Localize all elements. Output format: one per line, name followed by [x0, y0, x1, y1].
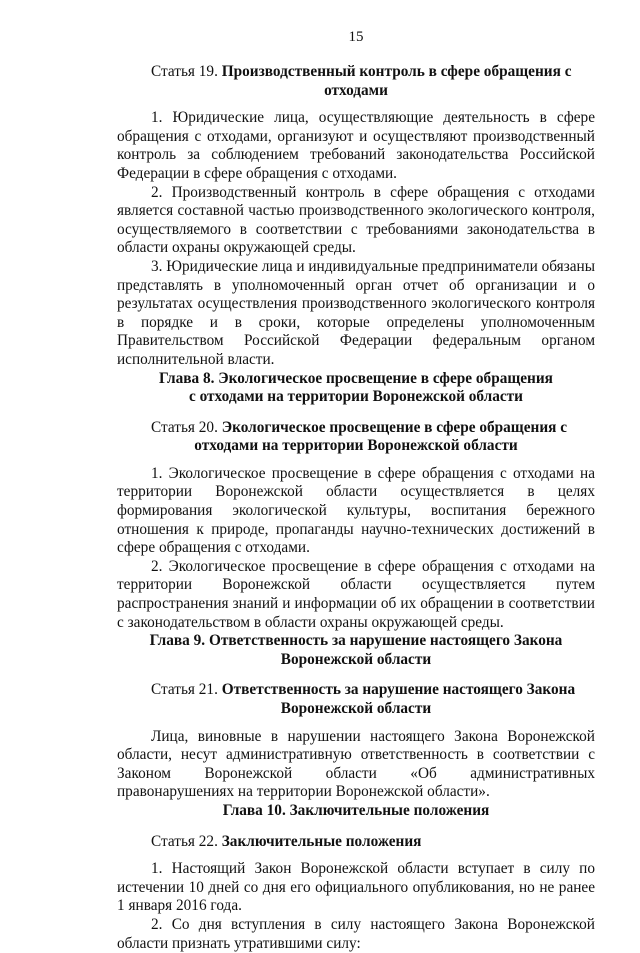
chapter-10-heading-line-1: Глава 10. Заключительные положения: [222, 801, 490, 819]
chapter-10-heading: [117, 802, 595, 821]
article-19-title-continuation: отходами: [324, 81, 388, 99]
article-19-paragraph-1: 1. Юридические лица, осуществляющие деятельность в сфере обращения с отходами, организуют и осуществляют производственный контроль за соблюдением требований законодательства Российской Федерации в сфере обращения с отходами.: [117, 109, 595, 182]
article-21-prefix: Статья 21.: [151, 681, 222, 699]
chapter-9-heading-line-2: Воронежской области: [280, 650, 432, 668]
chapter-9-heading-line-1: Глава 9. Ответственность за нарушение настоящего Закона: [149, 632, 563, 650]
article-22-paragraph-1: 1. Настоящий Закон Воронежской области вступает в силу по истечении 10 дней со дня его официального опубликования, но не ранее 1 января 2016 года.: [117, 860, 595, 915]
article-20-prefix: Статья 20.: [151, 418, 222, 436]
chapter-8-heading: [117, 370, 595, 407]
article-20-paragraph-1: 1. Экологическое просвещение в сфере обращения с отходами на территории Воронежской области осуществляется в целях формирования экологической культуры, воспитания бережного отношения к природе, пропаганды научно-технических достижений в сфере обращения с отходами.: [117, 464, 595, 557]
article-19-prefix: Статья 19.: [151, 63, 222, 80]
article-21-heading: [117, 681, 595, 718]
chapter-8-heading-line-1: Глава 8. Экологическое просвещение в сфере обращения: [159, 369, 553, 387]
article-19-title: Производственный контроль в сфере обращения с: [221, 63, 572, 80]
article-20-title-continuation: отходами на территории Воронежской области: [194, 437, 518, 455]
chapter-8-heading-line-2: с отходами на территории Воронежской области: [188, 388, 523, 406]
article-21-title-continuation: Воронежской области: [280, 700, 432, 717]
article-22-heading: [117, 833, 595, 852]
article-22-title: Заключительные положения: [221, 832, 422, 850]
document-page: [117, 0, 595, 953]
article-20-title: Экологическое просвещение в сфере обращения с: [221, 418, 568, 436]
page-number: 15: [348, 29, 364, 45]
article-20-paragraph-2: 2. Экологическое просвещение в сфере обращения с отходами на территории Воронежской области осуществляется путем распространения знаний и информации об их обращении в соответствии с законодательством в области охраны окружающей среды.: [117, 557, 595, 631]
article-21-title: Ответственность за нарушение настоящего Закона: [221, 681, 576, 699]
article-22-prefix: Статья 22.: [151, 832, 222, 850]
article-20-heading: [117, 419, 595, 456]
chapter-9-heading: [117, 632, 595, 669]
article-19-paragraph-3: 3. Юридические лица и индивидуальные предприниматели обязаны представлять в уполномоченный орган отчет об организации и о результатах осуществления производственного экологического контроля в порядке и в сроки, которые определены уполномоченным Правительством Российской Федерации федеральным органом исполнительной власти.: [117, 257, 595, 368]
article-19-paragraph-2: 2. Производственный контроль в сфере обращения с отходами является составной частью производственного экологического контроля, осуществляемого в соответствии с требованиями законодательства в области охраны окружающей среды.: [117, 183, 595, 257]
article-22-paragraph-2: 2. Со дня вступления в силу настоящего Закона Воронежской области признать утратившими силу:: [117, 915, 595, 952]
article-19-heading: [117, 63, 595, 100]
article-21-paragraph-1: Лица, виновные в нарушении настоящего Закона Воронежской области, несут административную ответственность в соответствии с Законом Воронежской области «Об административных правонарушениях на территории Воронежской области».: [117, 727, 595, 801]
